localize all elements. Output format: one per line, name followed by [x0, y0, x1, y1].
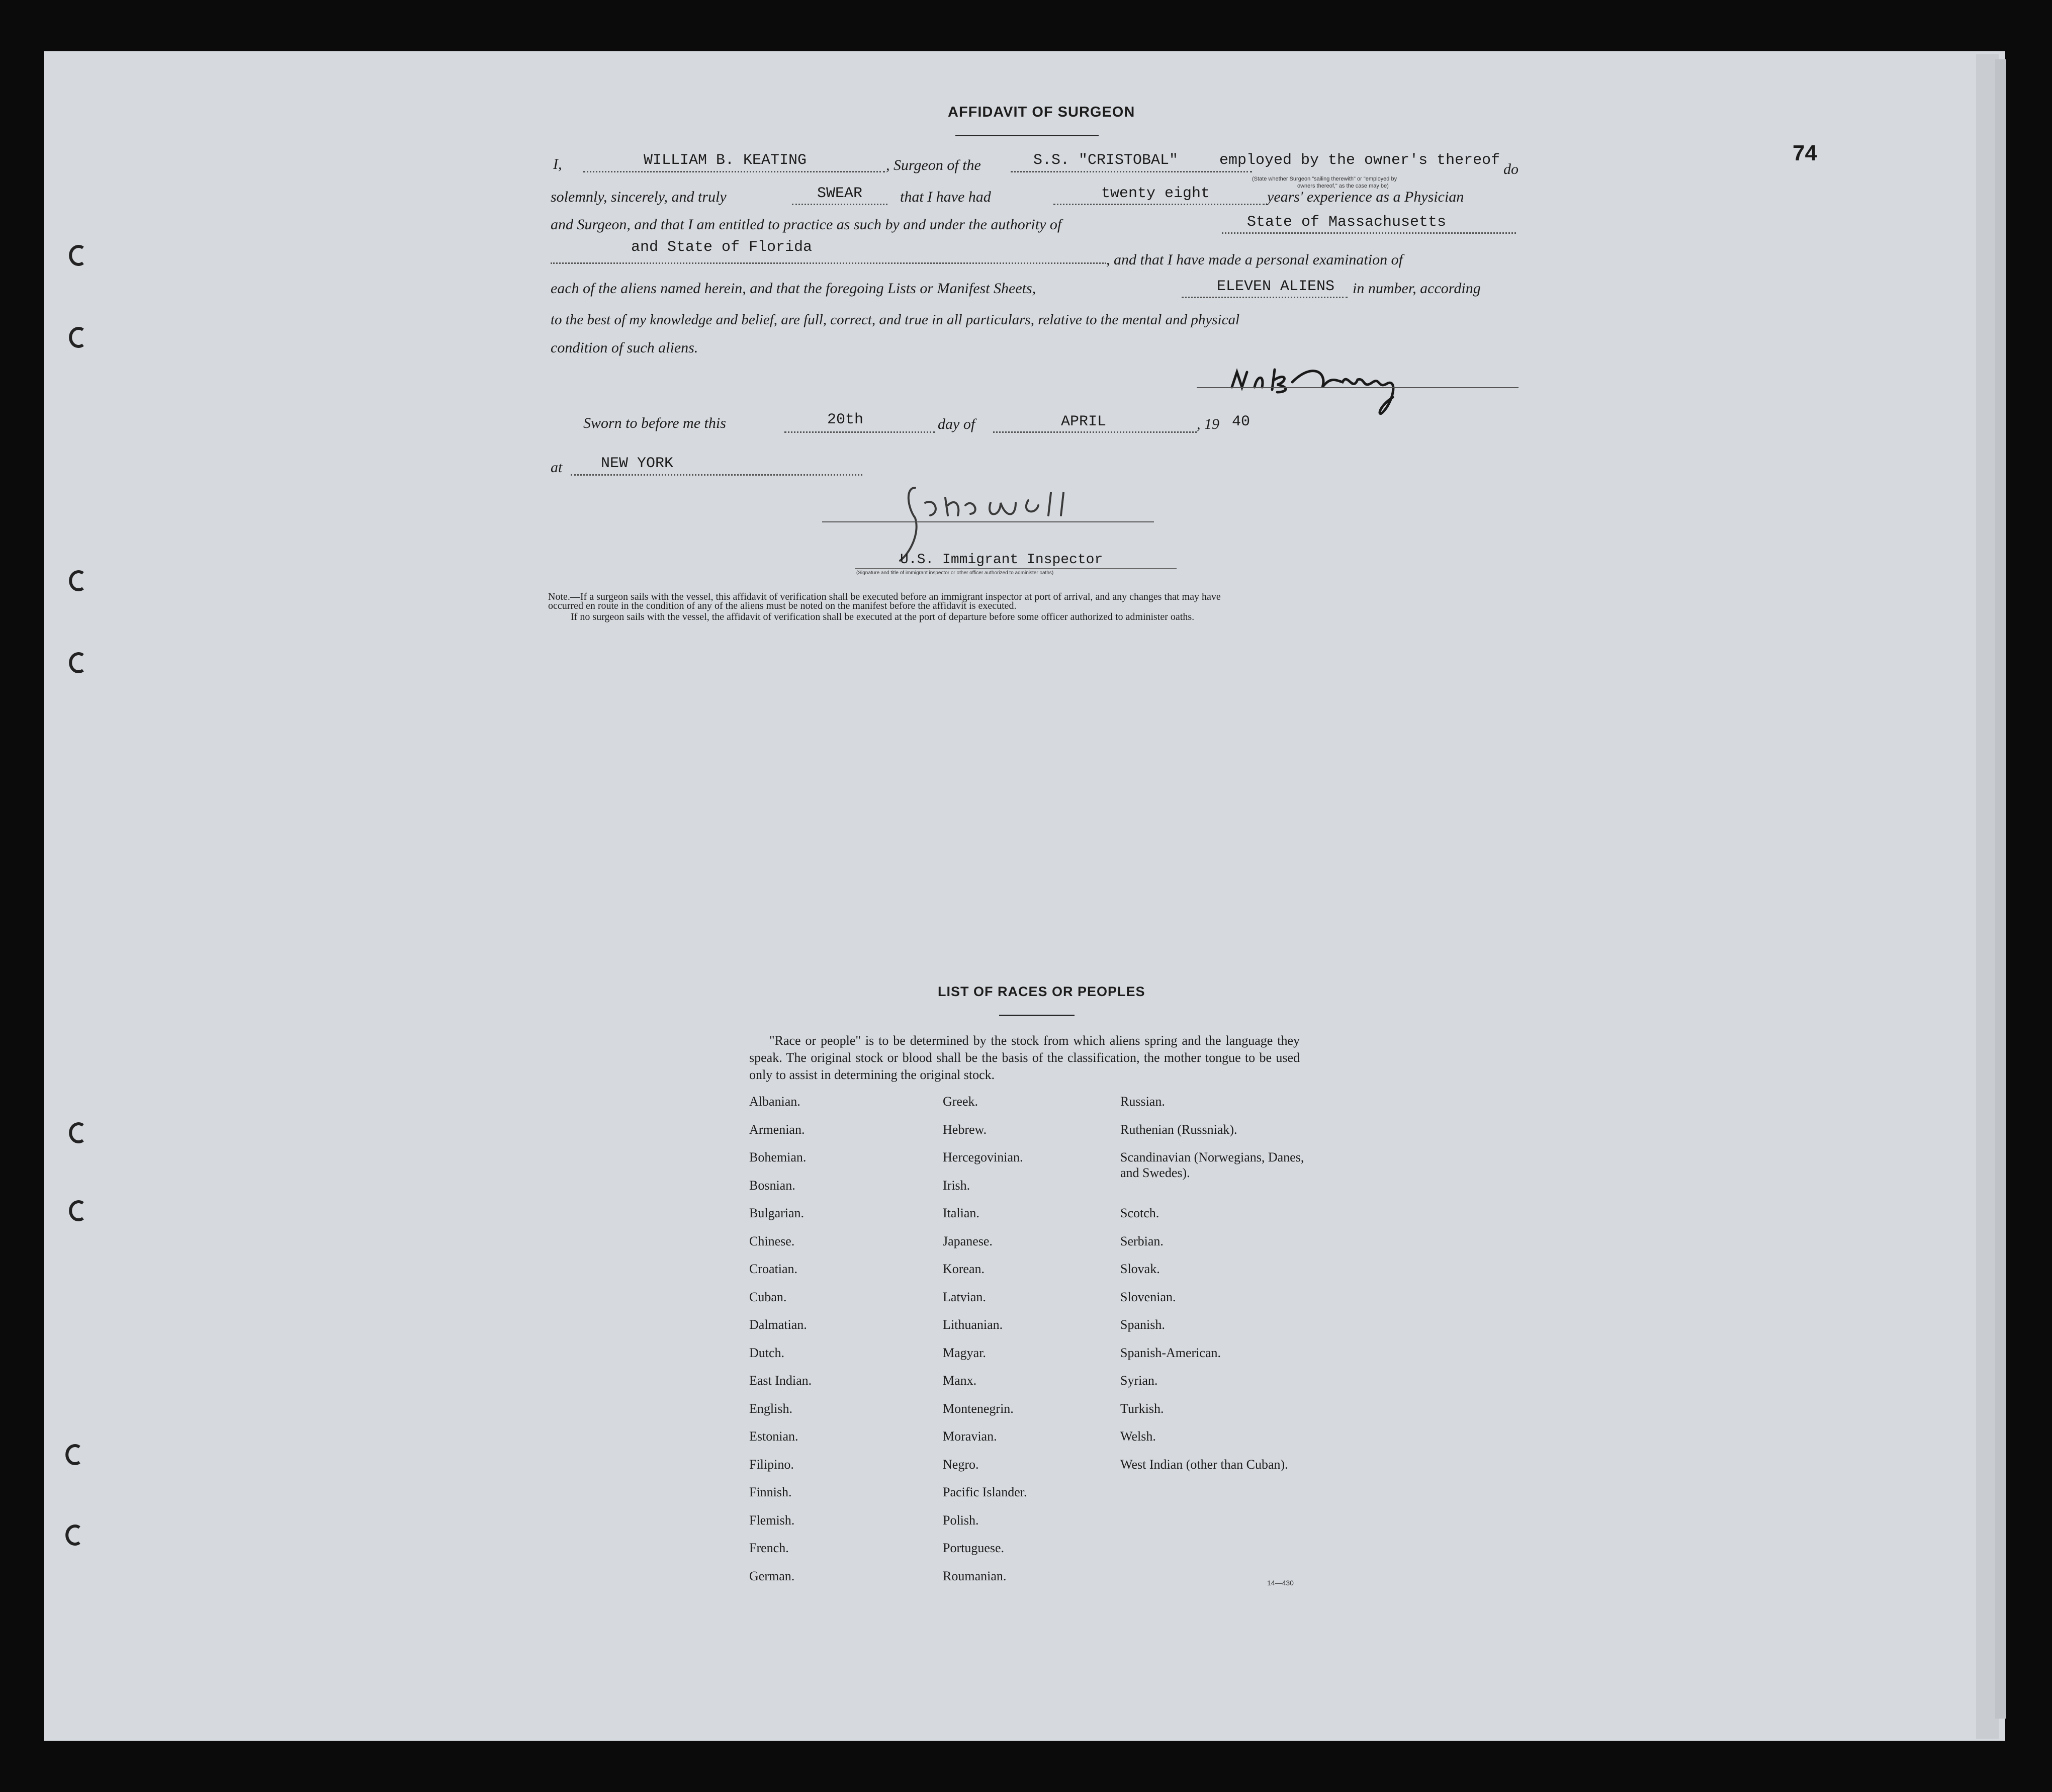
- authority-underline: [1222, 232, 1516, 234]
- employment-note: owners thereof," as the case may be): [1297, 183, 1389, 189]
- race-item: Serbian.: [1120, 1233, 1164, 1248]
- race-item: Ruthenian (Russniak).: [1120, 1122, 1237, 1137]
- race-item: Croatian.: [749, 1262, 798, 1276]
- day-underline: [784, 431, 935, 433]
- race-column-2: [943, 1094, 1104, 1596]
- race-item: Filipino.: [749, 1457, 794, 1472]
- race-item: Pacific Islander.: [943, 1485, 1027, 1499]
- race-item: Slovak.: [1120, 1262, 1160, 1276]
- race-item: West Indian (other than Cuban).: [1120, 1457, 1288, 1472]
- race-item: Turkish.: [1120, 1401, 1164, 1416]
- race-column-1: [749, 1094, 900, 1596]
- race-item: Flemish.: [749, 1512, 795, 1528]
- line2-end: years' experience as a Physician: [1267, 189, 1464, 205]
- race-item: Welsh.: [1120, 1429, 1156, 1444]
- race-item: Magyar.: [943, 1345, 986, 1360]
- title-rule: [955, 135, 1099, 136]
- race-item: Portuguese.: [943, 1541, 1005, 1555]
- line1-prefix: I,: [553, 156, 562, 172]
- race-item: Scotch.: [1120, 1206, 1159, 1220]
- at-label: at: [551, 459, 563, 476]
- vessel-name: S.S. "CRISTOBAL": [1033, 152, 1179, 169]
- race-item: Latvian.: [943, 1289, 986, 1304]
- line1-mid: , Surgeon of the: [886, 157, 981, 173]
- sworn-prefix: Sworn to before me this: [583, 415, 726, 431]
- binder-hole-icon: [64, 1524, 84, 1547]
- sheet-edge: [1995, 59, 2006, 1719]
- race-item: Roumanian.: [943, 1568, 1007, 1583]
- race-item: Armenian.: [749, 1122, 805, 1137]
- years-experience: twenty eight: [1101, 185, 1210, 202]
- race-item: Finnish.: [749, 1485, 792, 1499]
- binder-hole-icon: [68, 569, 88, 592]
- race-column-3: [1120, 1094, 1311, 1492]
- line2-mid: that I have had: [900, 189, 991, 205]
- race-item: Bulgarian.: [749, 1206, 805, 1220]
- surgeon-name: WILLIAM B. KEATING: [644, 152, 807, 169]
- binder-hole-icon: [68, 1199, 88, 1222]
- race-item: Hebrew.: [943, 1122, 987, 1137]
- authority-line-2: and State of Florida: [631, 239, 813, 256]
- race-item: German.: [749, 1568, 795, 1583]
- inspector-title: U.S. Immigrant Inspector: [900, 552, 1103, 568]
- line2-prefix: solemnly, sincerely, and truly: [551, 189, 727, 205]
- race-item: Moravian.: [943, 1429, 997, 1444]
- race-item: Bohemian.: [749, 1150, 807, 1164]
- race-item: Korean.: [943, 1262, 985, 1276]
- race-item: Hercegovinian.: [943, 1150, 1023, 1164]
- sworn-place: NEW YORK: [601, 455, 674, 472]
- race-item: Albanian.: [749, 1094, 800, 1109]
- races-title-rule: [999, 1015, 1075, 1016]
- race-item: Dutch.: [749, 1345, 785, 1360]
- authority-line-1: State of Massachusetts: [1247, 214, 1447, 231]
- race-item: Scandinavian (Norwegians, Danes, and Swedes).: [1120, 1150, 1304, 1180]
- signature-line: [1197, 387, 1519, 388]
- race-item: Chinese.: [749, 1233, 795, 1248]
- place-underline: [571, 474, 862, 476]
- line5-end: in number, according: [1353, 280, 1481, 297]
- race-item: Montenegrin.: [943, 1401, 1014, 1416]
- races-title: LIST OF RACES OR PEOPLES: [938, 984, 1145, 999]
- race-item: Negro.: [943, 1457, 979, 1472]
- oath-word: SWEAR: [817, 185, 863, 202]
- binder-hole-icon: [68, 651, 88, 674]
- race-item: Cuban.: [749, 1289, 787, 1304]
- inspector-signature-line: [822, 521, 1154, 522]
- races-intro: "Race or people" is to be determined by the stock from which aliens spring and the language they speak. The original stock or blood shall be the basis of the classification, the mother tongue to be used only to assist in determining the original stock.: [749, 1033, 1300, 1082]
- oath-underline: [792, 204, 887, 205]
- note-line-3: If no surgeon sails with the vessel, the affidavit of verification shall be executed at the port of departure before some officer authorized to administer oaths.: [571, 611, 1195, 622]
- race-item: French.: [749, 1541, 789, 1555]
- page-number: 74: [1793, 141, 1817, 165]
- line5-prefix: each of the aliens named herein, and that the foregoing Lists or Manifest Sheets,: [551, 280, 1036, 297]
- race-item: Japanese.: [943, 1233, 993, 1248]
- sworn-year: 40: [1232, 413, 1251, 430]
- line4-end: , and that I have made a personal examination of: [1106, 251, 1403, 268]
- race-item: Manx.: [943, 1373, 977, 1388]
- race-item: East Indian.: [749, 1373, 812, 1388]
- employment: employed by the owner's thereof: [1219, 152, 1500, 169]
- affidavit-title: AFFIDAVIT OF SURGEON: [948, 104, 1135, 120]
- race-item: Estonian.: [749, 1429, 798, 1444]
- race-item: Spanish-American.: [1120, 1345, 1221, 1360]
- race-item: Irish.: [943, 1178, 970, 1193]
- binder-hole-icon: [64, 1443, 84, 1466]
- race-item: Syrian.: [1120, 1373, 1158, 1388]
- line7: condition of such aliens.: [551, 339, 698, 356]
- race-item: Spanish.: [1120, 1317, 1165, 1332]
- month-underline: [993, 431, 1197, 433]
- race-item: Slovenian.: [1120, 1289, 1176, 1304]
- sworn-day-of: day of: [938, 416, 975, 432]
- race-item: Greek.: [943, 1094, 978, 1109]
- sworn-year-prefix: , 19: [1197, 416, 1219, 432]
- race-item: Lithuanian.: [943, 1317, 1003, 1332]
- employment-note: (State whether Surgeon "sailing therewith" or "employed by: [1252, 176, 1397, 182]
- aliens-count: ELEVEN ALIENS: [1217, 278, 1335, 295]
- vessel-underline: [1011, 171, 1252, 172]
- sworn-day: 20th: [827, 411, 864, 428]
- line6: to the best of my knowledge and belief, are full, correct, and true in all particulars, relative to the mental and physical: [551, 312, 1240, 328]
- binder-hole-icon: [68, 244, 88, 267]
- binder-hole-icon: [68, 1121, 88, 1144]
- race-item: Italian.: [943, 1206, 979, 1220]
- race-item: Polish.: [943, 1512, 979, 1528]
- inspector-caption: (Signature and title of immigrant inspector or other officer authorized to administer oaths): [856, 570, 1054, 576]
- line3-prefix: and Surgeon, and that I am entitled to practice as such by and under the authority of: [551, 216, 1062, 233]
- line1-end: do: [1503, 161, 1519, 177]
- race-item: Russian.: [1120, 1094, 1165, 1109]
- inspector-title-line: [855, 568, 1177, 569]
- aliens-underline: [1182, 297, 1348, 298]
- form-number: 14—430: [1267, 1579, 1294, 1587]
- authority-underline-2: [551, 262, 1106, 264]
- race-item: Bosnian.: [749, 1178, 795, 1193]
- race-item: English.: [749, 1401, 792, 1416]
- note-line-2: occurred en route in the condition of any of the aliens must be noted on the manifest before the affidavit is executed.: [548, 600, 1017, 611]
- name-underline: [583, 171, 885, 172]
- race-item: Dalmatian.: [749, 1317, 807, 1332]
- sworn-month: APRIL: [1061, 413, 1107, 430]
- years-underline: [1053, 204, 1265, 205]
- note-line-1: Note.—If a surgeon sails with the vessel, this affidavit of verification shall be executed before an immigrant inspector at port of arrival, and any changes that may have: [548, 591, 1221, 602]
- binder-hole-icon: [68, 326, 88, 349]
